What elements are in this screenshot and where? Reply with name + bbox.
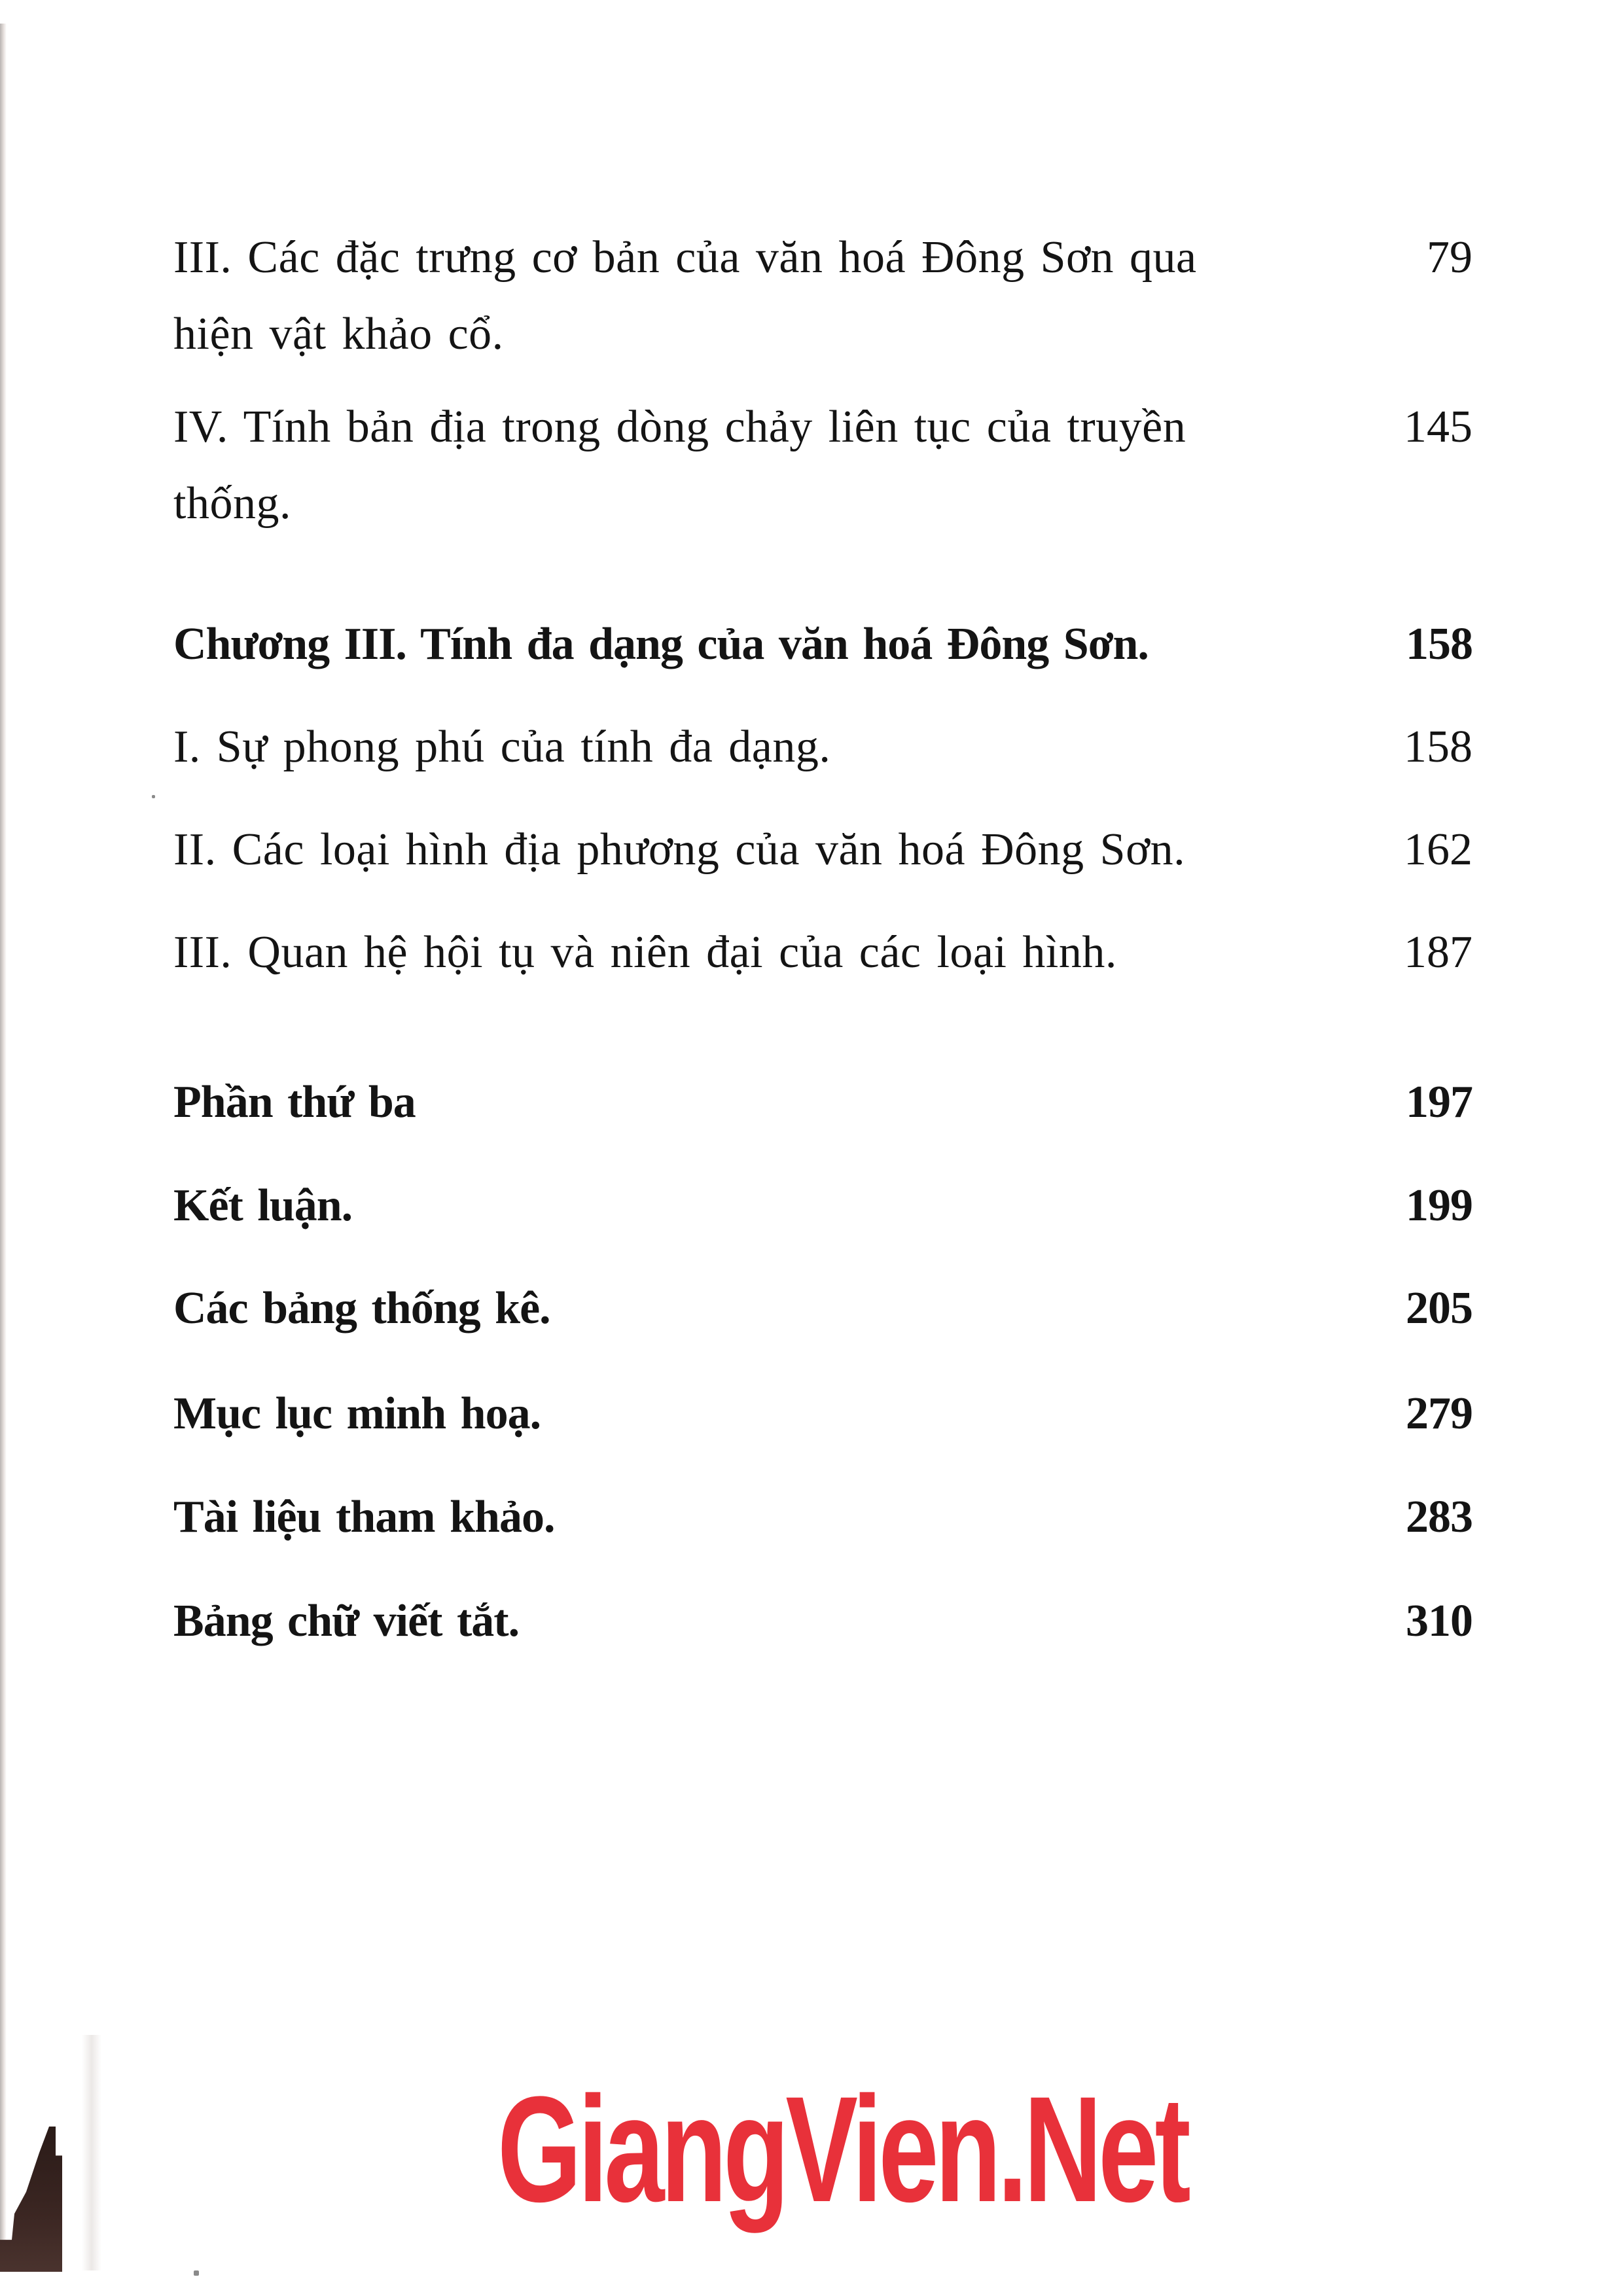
toc-entry-title: Kết luận. [173, 1180, 353, 1231]
toc-entry [173, 811, 1472, 890]
toc-entry-page: 158 [1404, 722, 1472, 772]
toc-entry-page: 158 [1406, 619, 1472, 669]
toc-entry-title: Các bảng thống kê. [173, 1283, 550, 1333]
toc-entry-page: 145 [1404, 402, 1472, 452]
toc-entry-page: 187 [1404, 927, 1472, 978]
toc-entry-title: III. Quan hệ hội tụ và niên đại của các loại hình. [173, 927, 1117, 978]
toc-entry-page: 199 [1406, 1180, 1472, 1231]
toc-entry-title: Phần thứ ba [173, 1077, 416, 1127]
page-edge-shadow [0, 24, 7, 2242]
toc-entry-title: Bảng chữ viết tắt. [173, 1596, 520, 1646]
toc-entry [173, 914, 1472, 993]
toc-entry-page: 162 [1404, 824, 1472, 875]
toc-entry [173, 1479, 1472, 1557]
toc-entry-chapter [173, 606, 1472, 684]
toc-entry-page: 197 [1406, 1077, 1472, 1127]
toc-entry-page: 79 [1427, 232, 1472, 283]
toc-entry-page: 310 [1406, 1596, 1472, 1646]
toc-entry-title: II. Các loại hình địa phương của văn hoá Đông Sơn. [173, 824, 1186, 875]
toc-entry [173, 1583, 1472, 1661]
scan-fold-shadow [82, 2035, 101, 2270]
watermark-logo: GiangVien.Net [497, 2065, 1187, 2233]
toc-entry [173, 389, 1472, 546]
toc-entry [173, 1167, 1472, 1246]
toc-entry [173, 219, 1472, 376]
scan-speck [152, 795, 155, 798]
toc-entry-title: IV. Tính bản địa trong dòng chảy liên tục của truyền thống. [173, 402, 1186, 529]
toc-entry-title: Chương III. Tính đa dạng của văn hoá Đông Sơn. [173, 619, 1149, 669]
toc-entry-title: I. Sự phong phú của tính đa dạng. [173, 722, 831, 772]
toc-entry-page: 283 [1406, 1492, 1472, 1542]
toc-entry-page: 205 [1406, 1283, 1472, 1333]
scan-speck [194, 2270, 199, 2276]
toc-entry-part [173, 1064, 1472, 1142]
toc-entry-title: Mục lục minh hoạ. [173, 1388, 541, 1439]
toc-entry [173, 709, 1472, 787]
toc-entry [173, 1270, 1472, 1349]
scan-artifact [0, 2127, 65, 2272]
toc-entry-title: III. Các đặc trưng cơ bản của văn hoá Đông Sơn qua hiện vật khảo cổ. [173, 232, 1197, 359]
toc-entry [173, 1375, 1472, 1454]
toc-entry-title: Tài liệu tham khảo. [173, 1492, 555, 1542]
toc-entry-page: 279 [1406, 1388, 1472, 1439]
